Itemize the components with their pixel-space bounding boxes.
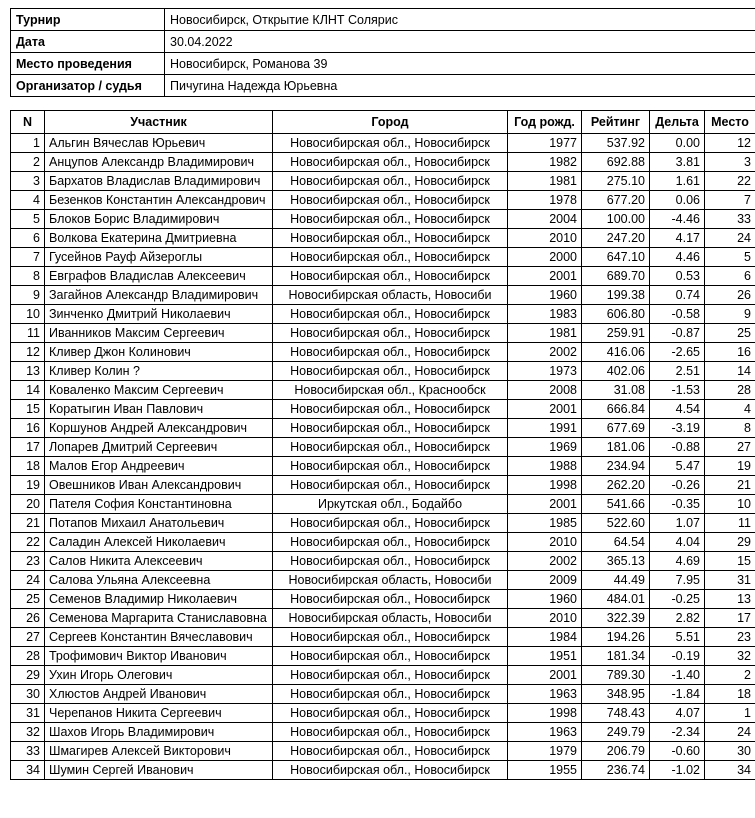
cell-participant: Овешников Иван Александрович bbox=[45, 476, 273, 495]
cell-rating: 348.95 bbox=[582, 685, 650, 704]
table-row bbox=[11, 191, 755, 210]
cell-rating: 247.20 bbox=[582, 229, 650, 248]
cell-participant: Бархатов Владислав Владимирович bbox=[45, 172, 273, 191]
cell-city: Новосибирская обл., Новосибирск bbox=[273, 685, 508, 704]
cell-birth-year: 1960 bbox=[508, 590, 582, 609]
cell-delta: -3.19 bbox=[650, 419, 705, 438]
cell-number: 31 bbox=[11, 704, 45, 723]
cell-birth-year: 2001 bbox=[508, 666, 582, 685]
results-header-row bbox=[11, 111, 755, 134]
table-row bbox=[11, 609, 755, 628]
cell-participant: Коратыгин Иван Павлович bbox=[45, 400, 273, 419]
results-table-body bbox=[11, 134, 755, 780]
cell-delta: -0.26 bbox=[650, 476, 705, 495]
cell-delta: -0.25 bbox=[650, 590, 705, 609]
cell-birth-year: 1973 bbox=[508, 362, 582, 381]
cell-place: 12 bbox=[705, 134, 755, 153]
info-row-tournament bbox=[11, 9, 755, 31]
cell-number: 10 bbox=[11, 305, 45, 324]
info-value-tournament: Новосибирск, Открытие КЛНТ Солярис bbox=[165, 9, 755, 31]
table-row bbox=[11, 723, 755, 742]
cell-city: Новосибирская обл., Новосибирск bbox=[273, 343, 508, 362]
cell-rating: 64.54 bbox=[582, 533, 650, 552]
cell-participant: Трофимович Виктор Иванович bbox=[45, 647, 273, 666]
cell-number: 27 bbox=[11, 628, 45, 647]
cell-participant: Кливер Колин ? bbox=[45, 362, 273, 381]
cell-delta: 5.51 bbox=[650, 628, 705, 647]
cell-place: 15 bbox=[705, 552, 755, 571]
cell-participant: Блоков Борис Владимирович bbox=[45, 210, 273, 229]
cell-city: Новосибирская обл., Новосибирск bbox=[273, 457, 508, 476]
cell-city: Иркутская обл., Бодайбо bbox=[273, 495, 508, 514]
cell-number: 6 bbox=[11, 229, 45, 248]
cell-number: 28 bbox=[11, 647, 45, 666]
cell-place: 8 bbox=[705, 419, 755, 438]
cell-rating: 416.06 bbox=[582, 343, 650, 362]
cell-birth-year: 1979 bbox=[508, 742, 582, 761]
cell-rating: 484.01 bbox=[582, 590, 650, 609]
cell-birth-year: 1981 bbox=[508, 172, 582, 191]
cell-city: Новосибирская обл., Новосибирск bbox=[273, 666, 508, 685]
cell-delta: -2.65 bbox=[650, 343, 705, 362]
cell-number: 26 bbox=[11, 609, 45, 628]
cell-birth-year: 2010 bbox=[508, 609, 582, 628]
column-header-participant: Участник bbox=[45, 111, 273, 134]
cell-number: 1 bbox=[11, 134, 45, 153]
table-row bbox=[11, 742, 755, 761]
cell-place: 27 bbox=[705, 438, 755, 457]
cell-delta: 0.00 bbox=[650, 134, 705, 153]
cell-city: Новосибирская обл., Новосибирск bbox=[273, 514, 508, 533]
table-row bbox=[11, 704, 755, 723]
table-row bbox=[11, 172, 755, 191]
cell-participant: Анцупов Александр Владимирович bbox=[45, 153, 273, 172]
table-row bbox=[11, 552, 755, 571]
cell-rating: 31.08 bbox=[582, 381, 650, 400]
table-row bbox=[11, 761, 755, 780]
cell-birth-year: 1998 bbox=[508, 476, 582, 495]
cell-city: Новосибирская обл., Новосибирск bbox=[273, 324, 508, 343]
cell-birth-year: 2001 bbox=[508, 400, 582, 419]
column-header-place: Место bbox=[705, 111, 755, 134]
cell-delta: 3.81 bbox=[650, 153, 705, 172]
table-row bbox=[11, 666, 755, 685]
cell-delta: 7.95 bbox=[650, 571, 705, 590]
cell-delta: 5.47 bbox=[650, 457, 705, 476]
table-row bbox=[11, 153, 755, 172]
cell-delta: 4.07 bbox=[650, 704, 705, 723]
table-row bbox=[11, 571, 755, 590]
cell-number: 8 bbox=[11, 267, 45, 286]
cell-birth-year: 1960 bbox=[508, 286, 582, 305]
cell-birth-year: 2010 bbox=[508, 229, 582, 248]
cell-delta: 4.46 bbox=[650, 248, 705, 267]
cell-participant: Шахов Игорь Владимирович bbox=[45, 723, 273, 742]
cell-rating: 262.20 bbox=[582, 476, 650, 495]
cell-rating: 647.10 bbox=[582, 248, 650, 267]
cell-city: Новосибирская область, Новосиби bbox=[273, 609, 508, 628]
cell-number: 3 bbox=[11, 172, 45, 191]
cell-birth-year: 1969 bbox=[508, 438, 582, 457]
table-row bbox=[11, 267, 755, 286]
cell-birth-year: 2004 bbox=[508, 210, 582, 229]
cell-delta: -2.34 bbox=[650, 723, 705, 742]
cell-rating: 322.39 bbox=[582, 609, 650, 628]
info-label-venue: Место проведения bbox=[11, 53, 165, 75]
cell-birth-year: 2002 bbox=[508, 343, 582, 362]
cell-place: 1 bbox=[705, 704, 755, 723]
cell-delta: -1.02 bbox=[650, 761, 705, 780]
cell-city: Новосибирская обл., Новосибирск bbox=[273, 305, 508, 324]
table-row bbox=[11, 647, 755, 666]
cell-city: Новосибирская обл., Новосибирск bbox=[273, 153, 508, 172]
cell-delta: -0.58 bbox=[650, 305, 705, 324]
info-row-venue bbox=[11, 53, 755, 75]
cell-place: 19 bbox=[705, 457, 755, 476]
cell-participant: Шумин Сергей Иванович bbox=[45, 761, 273, 780]
cell-birth-year: 2000 bbox=[508, 248, 582, 267]
tournament-info-body bbox=[11, 9, 755, 97]
cell-city: Новосибирская обл., Новосибирск bbox=[273, 704, 508, 723]
cell-delta: 2.82 bbox=[650, 609, 705, 628]
cell-participant: Кливер Джон Колинович bbox=[45, 343, 273, 362]
column-header-city: Город bbox=[273, 111, 508, 134]
info-row-date bbox=[11, 31, 755, 53]
cell-birth-year: 1955 bbox=[508, 761, 582, 780]
info-value-organizer: Пичугина Надежда Юрьевна bbox=[165, 75, 755, 97]
cell-place: 2 bbox=[705, 666, 755, 685]
table-row bbox=[11, 400, 755, 419]
table-row bbox=[11, 324, 755, 343]
cell-participant: Волкова Екатерина Дмитриевна bbox=[45, 229, 273, 248]
cell-rating: 249.79 bbox=[582, 723, 650, 742]
cell-rating: 199.38 bbox=[582, 286, 650, 305]
cell-city: Новосибирская обл., Краснообск bbox=[273, 381, 508, 400]
cell-birth-year: 1983 bbox=[508, 305, 582, 324]
cell-number: 14 bbox=[11, 381, 45, 400]
cell-rating: 181.06 bbox=[582, 438, 650, 457]
cell-city: Новосибирская обл., Новосибирск bbox=[273, 191, 508, 210]
cell-birth-year: 1998 bbox=[508, 704, 582, 723]
cell-delta: -1.40 bbox=[650, 666, 705, 685]
cell-number: 4 bbox=[11, 191, 45, 210]
cell-number: 12 bbox=[11, 343, 45, 362]
cell-number: 25 bbox=[11, 590, 45, 609]
cell-city: Новосибирская обл., Новосибирск bbox=[273, 628, 508, 647]
cell-birth-year: 2001 bbox=[508, 495, 582, 514]
cell-place: 29 bbox=[705, 533, 755, 552]
cell-place: 24 bbox=[705, 229, 755, 248]
column-header-delta: Дельта bbox=[650, 111, 705, 134]
cell-place: 26 bbox=[705, 286, 755, 305]
cell-city: Новосибирская обл., Новосибирск bbox=[273, 476, 508, 495]
cell-number: 32 bbox=[11, 723, 45, 742]
cell-participant: Зинченко Дмитрий Николаевич bbox=[45, 305, 273, 324]
cell-birth-year: 2009 bbox=[508, 571, 582, 590]
table-row bbox=[11, 210, 755, 229]
cell-place: 13 bbox=[705, 590, 755, 609]
cell-number: 15 bbox=[11, 400, 45, 419]
cell-number: 5 bbox=[11, 210, 45, 229]
cell-birth-year: 2002 bbox=[508, 552, 582, 571]
cell-participant: Безенков Константин Александрович bbox=[45, 191, 273, 210]
cell-rating: 541.66 bbox=[582, 495, 650, 514]
cell-number: 19 bbox=[11, 476, 45, 495]
cell-number: 23 bbox=[11, 552, 45, 571]
table-row bbox=[11, 495, 755, 514]
table-row bbox=[11, 476, 755, 495]
cell-delta: 0.53 bbox=[650, 267, 705, 286]
cell-birth-year: 1951 bbox=[508, 647, 582, 666]
cell-participant: Альгин Вячеслав Юрьевич bbox=[45, 134, 273, 153]
cell-birth-year: 1977 bbox=[508, 134, 582, 153]
cell-place: 4 bbox=[705, 400, 755, 419]
cell-place: 32 bbox=[705, 647, 755, 666]
cell-place: 23 bbox=[705, 628, 755, 647]
cell-number: 17 bbox=[11, 438, 45, 457]
cell-participant: Шмагирев Алексей Викторович bbox=[45, 742, 273, 761]
cell-participant: Гусейнов Рауф Айзероглы bbox=[45, 248, 273, 267]
column-header-birth-year: Год рожд. bbox=[508, 111, 582, 134]
cell-place: 14 bbox=[705, 362, 755, 381]
results-table bbox=[10, 110, 755, 780]
cell-participant: Саладин Алексей Николаевич bbox=[45, 533, 273, 552]
table-row bbox=[11, 343, 755, 362]
cell-participant: Иванников Максим Сергеевич bbox=[45, 324, 273, 343]
cell-birth-year: 1963 bbox=[508, 723, 582, 742]
cell-place: 31 bbox=[705, 571, 755, 590]
cell-participant: Семенова Маргарита Станиславовна bbox=[45, 609, 273, 628]
info-label-date: Дата bbox=[11, 31, 165, 53]
cell-delta: 2.51 bbox=[650, 362, 705, 381]
table-row bbox=[11, 685, 755, 704]
cell-place: 17 bbox=[705, 609, 755, 628]
cell-city: Новосибирская обл., Новосибирск bbox=[273, 267, 508, 286]
cell-delta: -1.53 bbox=[650, 381, 705, 400]
cell-participant: Пателя София Константиновна bbox=[45, 495, 273, 514]
info-value-venue: Новосибирск, Романова 39 bbox=[165, 53, 755, 75]
cell-city: Новосибирская обл., Новосибирск bbox=[273, 419, 508, 438]
cell-place: 28 bbox=[705, 381, 755, 400]
cell-place: 6 bbox=[705, 267, 755, 286]
cell-number: 16 bbox=[11, 419, 45, 438]
cell-birth-year: 1984 bbox=[508, 628, 582, 647]
cell-birth-year: 1988 bbox=[508, 457, 582, 476]
cell-rating: 206.79 bbox=[582, 742, 650, 761]
cell-number: 11 bbox=[11, 324, 45, 343]
cell-city: Новосибирская обл., Новосибирск bbox=[273, 647, 508, 666]
cell-place: 16 bbox=[705, 343, 755, 362]
cell-number: 33 bbox=[11, 742, 45, 761]
cell-place: 21 bbox=[705, 476, 755, 495]
cell-city: Новосибирская обл., Новосибирск bbox=[273, 723, 508, 742]
cell-city: Новосибирская обл., Новосибирск bbox=[273, 229, 508, 248]
cell-participant: Загайнов Александр Владимирович bbox=[45, 286, 273, 305]
tournament-info-table bbox=[10, 8, 755, 97]
cell-rating: 402.06 bbox=[582, 362, 650, 381]
cell-delta: 1.61 bbox=[650, 172, 705, 191]
cell-delta: -1.84 bbox=[650, 685, 705, 704]
cell-participant: Ухин Игорь Олегович bbox=[45, 666, 273, 685]
cell-rating: 689.70 bbox=[582, 267, 650, 286]
cell-rating: 537.92 bbox=[582, 134, 650, 153]
cell-delta: 4.69 bbox=[650, 552, 705, 571]
cell-birth-year: 2008 bbox=[508, 381, 582, 400]
cell-rating: 181.34 bbox=[582, 647, 650, 666]
cell-city: Новосибирская обл., Новосибирск bbox=[273, 761, 508, 780]
cell-delta: -0.35 bbox=[650, 495, 705, 514]
info-label-tournament: Турнир bbox=[11, 9, 165, 31]
cell-participant: Коваленко Максим Сергеевич bbox=[45, 381, 273, 400]
cell-place: 24 bbox=[705, 723, 755, 742]
cell-delta: -0.88 bbox=[650, 438, 705, 457]
cell-rating: 692.88 bbox=[582, 153, 650, 172]
cell-rating: 259.91 bbox=[582, 324, 650, 343]
cell-number: 21 bbox=[11, 514, 45, 533]
cell-participant: Малов Егор Андреевич bbox=[45, 457, 273, 476]
cell-rating: 194.26 bbox=[582, 628, 650, 647]
cell-city: Новосибирская область, Новосиби bbox=[273, 571, 508, 590]
cell-birth-year: 2010 bbox=[508, 533, 582, 552]
cell-city: Новосибирская обл., Новосибирск bbox=[273, 533, 508, 552]
cell-delta: -0.60 bbox=[650, 742, 705, 761]
table-row bbox=[11, 381, 755, 400]
cell-place: 9 bbox=[705, 305, 755, 324]
cell-rating: 789.30 bbox=[582, 666, 650, 685]
info-row-organizer bbox=[11, 75, 755, 97]
cell-birth-year: 2001 bbox=[508, 267, 582, 286]
table-row bbox=[11, 419, 755, 438]
table-row bbox=[11, 362, 755, 381]
cell-delta: 4.54 bbox=[650, 400, 705, 419]
cell-delta: 0.74 bbox=[650, 286, 705, 305]
cell-city: Новосибирская обл., Новосибирск bbox=[273, 590, 508, 609]
cell-number: 9 bbox=[11, 286, 45, 305]
cell-rating: 606.80 bbox=[582, 305, 650, 324]
cell-delta: -0.87 bbox=[650, 324, 705, 343]
table-row bbox=[11, 590, 755, 609]
cell-city: Новосибирская обл., Новосибирск bbox=[273, 134, 508, 153]
cell-number: 24 bbox=[11, 571, 45, 590]
cell-rating: 365.13 bbox=[582, 552, 650, 571]
cell-number: 29 bbox=[11, 666, 45, 685]
table-row bbox=[11, 229, 755, 248]
cell-delta: 4.17 bbox=[650, 229, 705, 248]
cell-birth-year: 1981 bbox=[508, 324, 582, 343]
cell-place: 11 bbox=[705, 514, 755, 533]
cell-rating: 275.10 bbox=[582, 172, 650, 191]
cell-number: 2 bbox=[11, 153, 45, 172]
table-row bbox=[11, 248, 755, 267]
section-spacer bbox=[10, 97, 745, 110]
results-table-head bbox=[11, 111, 755, 134]
cell-city: Новосибирская обл., Новосибирск bbox=[273, 210, 508, 229]
cell-rating: 677.20 bbox=[582, 191, 650, 210]
cell-rating: 666.84 bbox=[582, 400, 650, 419]
column-header-rating: Рейтинг bbox=[582, 111, 650, 134]
cell-number: 13 bbox=[11, 362, 45, 381]
cell-participant: Лопарев Дмитрий Сергеевич bbox=[45, 438, 273, 457]
cell-participant: Коршунов Андрей Александрович bbox=[45, 419, 273, 438]
cell-city: Новосибирская обл., Новосибирск bbox=[273, 172, 508, 191]
cell-number: 22 bbox=[11, 533, 45, 552]
cell-city: Новосибирская обл., Новосибирск bbox=[273, 362, 508, 381]
cell-place: 25 bbox=[705, 324, 755, 343]
cell-rating: 236.74 bbox=[582, 761, 650, 780]
table-row bbox=[11, 533, 755, 552]
cell-city: Новосибирская обл., Новосибирск bbox=[273, 742, 508, 761]
cell-participant: Салов Никита Алексеевич bbox=[45, 552, 273, 571]
cell-place: 30 bbox=[705, 742, 755, 761]
cell-number: 34 bbox=[11, 761, 45, 780]
table-row bbox=[11, 286, 755, 305]
cell-delta: -0.19 bbox=[650, 647, 705, 666]
cell-place: 7 bbox=[705, 191, 755, 210]
cell-city: Новосибирская обл., Новосибирск bbox=[273, 248, 508, 267]
cell-city: Новосибирская обл., Новосибирск bbox=[273, 438, 508, 457]
cell-participant: Хлюстов Андрей Иванович bbox=[45, 685, 273, 704]
table-row bbox=[11, 628, 755, 647]
cell-place: 18 bbox=[705, 685, 755, 704]
cell-place: 33 bbox=[705, 210, 755, 229]
cell-birth-year: 1963 bbox=[508, 685, 582, 704]
cell-place: 5 bbox=[705, 248, 755, 267]
info-label-organizer: Организатор / судья bbox=[11, 75, 165, 97]
cell-delta: 0.06 bbox=[650, 191, 705, 210]
cell-birth-year: 1985 bbox=[508, 514, 582, 533]
cell-place: 34 bbox=[705, 761, 755, 780]
cell-participant: Сергеев Константин Вячеславович bbox=[45, 628, 273, 647]
cell-place: 22 bbox=[705, 172, 755, 191]
cell-delta: 4.04 bbox=[650, 533, 705, 552]
cell-rating: 677.69 bbox=[582, 419, 650, 438]
cell-rating: 44.49 bbox=[582, 571, 650, 590]
cell-birth-year: 1978 bbox=[508, 191, 582, 210]
cell-rating: 748.43 bbox=[582, 704, 650, 723]
cell-number: 30 bbox=[11, 685, 45, 704]
cell-place: 3 bbox=[705, 153, 755, 172]
cell-birth-year: 1991 bbox=[508, 419, 582, 438]
cell-delta: -4.46 bbox=[650, 210, 705, 229]
cell-city: Новосибирская обл., Новосибирск bbox=[273, 400, 508, 419]
cell-birth-year: 1982 bbox=[508, 153, 582, 172]
cell-number: 18 bbox=[11, 457, 45, 476]
table-row bbox=[11, 438, 755, 457]
cell-rating: 234.94 bbox=[582, 457, 650, 476]
cell-rating: 100.00 bbox=[582, 210, 650, 229]
cell-rating: 522.60 bbox=[582, 514, 650, 533]
column-header-number: N bbox=[11, 111, 45, 134]
cell-delta: 1.07 bbox=[650, 514, 705, 533]
cell-place: 10 bbox=[705, 495, 755, 514]
cell-number: 7 bbox=[11, 248, 45, 267]
cell-city: Новосибирская область, Новосиби bbox=[273, 286, 508, 305]
cell-participant: Черепанов Никита Сергеевич bbox=[45, 704, 273, 723]
cell-city: Новосибирская обл., Новосибирск bbox=[273, 552, 508, 571]
table-row bbox=[11, 305, 755, 324]
cell-number: 20 bbox=[11, 495, 45, 514]
cell-participant: Семенов Владимир Николаевич bbox=[45, 590, 273, 609]
cell-participant: Евграфов Владислав Алексеевич bbox=[45, 267, 273, 286]
table-row bbox=[11, 457, 755, 476]
info-value-date: 30.04.2022 bbox=[165, 31, 755, 53]
cell-participant: Салова Ульяна Алексеевна bbox=[45, 571, 273, 590]
table-row bbox=[11, 134, 755, 153]
cell-participant: Потапов Михаил Анатольевич bbox=[45, 514, 273, 533]
table-row bbox=[11, 514, 755, 533]
